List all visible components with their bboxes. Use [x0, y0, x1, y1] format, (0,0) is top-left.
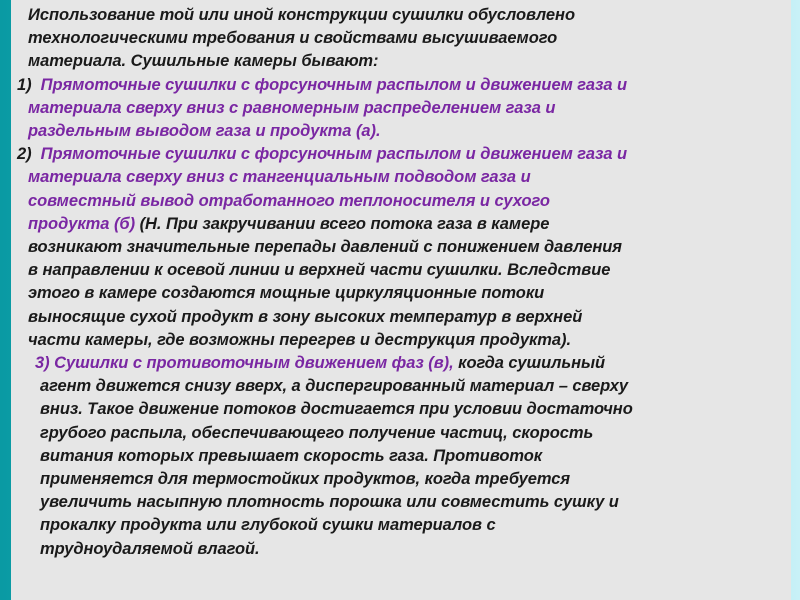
item-2-product-label: продукта (б)	[28, 214, 136, 233]
item-2-note-line-1: возникают значительные перепады давлений с понижением давления	[28, 238, 622, 257]
item-2-note-start: (Н. При закручивании всего потока газа в камере	[139, 214, 550, 233]
item-3-line-3: вниз. Такое движение потоков достигается при условии достаточно	[40, 400, 633, 419]
item-3-line-2: агент движется снизу вверх, а диспергированный материал – сверху	[40, 377, 629, 396]
item-3-first-line	[11, 352, 791, 375]
item-2-note-line-2: в направлении к осевой линии и верхней части сушилки. Вследствие	[28, 261, 611, 280]
item-3-line-9: трудноудаляемой влагой.	[40, 539, 260, 558]
item-2-number: 2)	[17, 145, 32, 164]
item-2-text: Прямоточные сушилки с форсуночным распылом и движением газа и	[40, 145, 628, 164]
item-1-first-line	[11, 74, 791, 97]
item-3-title: 3) Сушилки с противоточным движением фаз (в),	[35, 354, 454, 373]
intro-line-3: материала. Сушильные камеры бывают:	[28, 52, 379, 71]
item-2-mixed-line	[11, 213, 791, 236]
item-2-note-line-3: этого в камере создаются мощные циркуляционные потоки	[28, 284, 545, 303]
item-1-number: 1)	[17, 75, 32, 94]
item-3-first-rest: когда сушильный	[458, 354, 606, 373]
item-3-line-6: применяется для термостойких продуктов, когда требуется	[40, 470, 571, 489]
item-3-line-8: прокалку продукта или глубокой сушки материалов с	[40, 516, 496, 535]
item-2-first-line	[11, 143, 791, 166]
item-2-note-line-4: выносящие сухой продукт в зону высоких температур в верхней	[28, 307, 583, 326]
item-3-line-5: витания которых превышает скорость газа. Противоток	[40, 446, 543, 465]
item-2-note-line-5: части камеры, где возможны перегрев и деструкция продукта).	[28, 330, 571, 349]
slide-content-area	[11, 0, 791, 600]
slide-text	[11, 4, 791, 561]
item-2-line-3: совместный вывод отработанного теплоносителя и сухого	[28, 191, 550, 210]
item-3-line-4: грубого распыла, обеспечивающего получение частиц, скорость	[40, 423, 594, 442]
item-1-line-2: материала сверху вниз с равномерным распределением газа и	[28, 98, 556, 117]
item-1-line-3: раздельным выводом газа и продукта (а).	[28, 122, 381, 141]
item-2-line-2: материала сверху вниз с тангенциальным подводом газа и	[28, 168, 531, 187]
intro-line-1: Использование той или иной конструкции сушилки обусловлено	[28, 6, 575, 24]
item-3-line-7: увеличить насыпную плотность порошка или совместить сушку и	[40, 493, 619, 512]
intro-line-2: технологическими требования и свойствами высушиваемого	[28, 29, 558, 48]
item-1-text: Прямоточные сушилки с форсуночным распылом и движением газа и	[40, 75, 628, 94]
